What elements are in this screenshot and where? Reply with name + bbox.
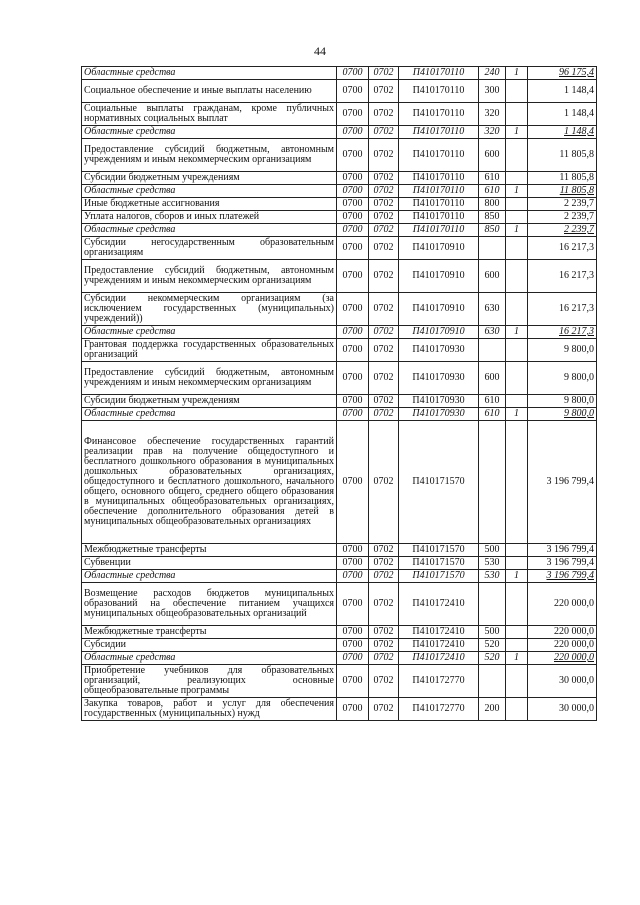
section-code-cell: 0700 — [337, 421, 369, 544]
section-code-cell: 0700 — [337, 665, 369, 698]
table-row — [82, 570, 597, 583]
table-row — [82, 362, 597, 395]
funding-source-cell — [506, 211, 528, 224]
table-row — [82, 260, 597, 293]
subsection-code-cell: 0702 — [369, 698, 399, 721]
target-article-cell: П410170930 — [399, 395, 479, 408]
table-row — [82, 139, 597, 172]
row-name-cell: Областные средства — [82, 185, 337, 198]
funding-source-cell — [506, 339, 528, 362]
section-code-cell: 0700 — [337, 557, 369, 570]
table-row — [82, 185, 597, 198]
row-name-cell: Областные средства — [82, 224, 337, 237]
table-row — [82, 80, 597, 103]
amount-cell: 11 805,8 — [528, 172, 597, 185]
expense-type-cell: 610 — [479, 172, 506, 185]
funding-source-cell — [506, 421, 528, 544]
table-row — [82, 211, 597, 224]
subsection-code-cell: 0702 — [369, 665, 399, 698]
subsection-code-cell: 0702 — [369, 103, 399, 126]
section-code-cell: 0700 — [337, 237, 369, 260]
target-article-cell: П410170110 — [399, 211, 479, 224]
section-code-cell: 0700 — [337, 626, 369, 639]
amount-cell: 2 239,7 — [528, 198, 597, 211]
funding-source-cell: 1 — [506, 326, 528, 339]
funding-source-cell: 1 — [506, 185, 528, 198]
funding-source-cell — [506, 198, 528, 211]
amount-cell: 3 196 799,4 — [528, 421, 597, 544]
section-code-cell: 0700 — [337, 172, 369, 185]
subsection-code-cell: 0702 — [369, 198, 399, 211]
table-row — [82, 639, 597, 652]
amount-cell: 220 000,0 — [528, 639, 597, 652]
table-row — [82, 198, 597, 211]
expense-type-cell: 530 — [479, 570, 506, 583]
amount-cell: 30 000,0 — [528, 698, 597, 721]
row-name-cell: Приобретение учебников для образовательных организаций, реализующих основные общеобразовательные программы — [82, 665, 337, 698]
subsection-code-cell: 0702 — [369, 126, 399, 139]
table-row — [82, 698, 597, 721]
table-row — [82, 626, 597, 639]
section-code-cell: 0700 — [337, 80, 369, 103]
funding-source-cell: 1 — [506, 67, 528, 80]
expense-type-cell: 320 — [479, 126, 506, 139]
target-article-cell: П410171570 — [399, 557, 479, 570]
expense-type-cell: 200 — [479, 698, 506, 721]
expense-type-cell: 610 — [479, 185, 506, 198]
subsection-code-cell: 0702 — [369, 362, 399, 395]
target-article-cell: П410170110 — [399, 103, 479, 126]
subsection-code-cell: 0702 — [369, 293, 399, 326]
amount-cell: 1 148,4 — [528, 126, 597, 139]
target-article-cell: П410170910 — [399, 326, 479, 339]
table-row — [82, 172, 597, 185]
section-code-cell: 0700 — [337, 293, 369, 326]
subsection-code-cell: 0702 — [369, 544, 399, 557]
amount-cell: 1 148,4 — [528, 80, 597, 103]
amount-cell: 9 800,0 — [528, 408, 597, 421]
page-number: 44 — [314, 44, 326, 58]
row-name-cell: Областные средства — [82, 67, 337, 80]
funding-source-cell: 1 — [506, 570, 528, 583]
table-row — [82, 395, 597, 408]
subsection-code-cell: 0702 — [369, 395, 399, 408]
target-article-cell: П410170910 — [399, 293, 479, 326]
section-code-cell: 0700 — [337, 103, 369, 126]
section-code-cell: 0700 — [337, 67, 369, 80]
expense-type-cell — [479, 339, 506, 362]
target-article-cell: П410170930 — [399, 362, 479, 395]
funding-source-cell — [506, 544, 528, 557]
funding-source-cell — [506, 237, 528, 260]
amount-cell: 9 800,0 — [528, 362, 597, 395]
table-body — [82, 67, 597, 721]
row-name-cell: Иные бюджетные ассигнования — [82, 198, 337, 211]
row-name-cell: Областные средства — [82, 326, 337, 339]
target-article-cell: П410170930 — [399, 408, 479, 421]
target-article-cell: П410171570 — [399, 544, 479, 557]
subsection-code-cell: 0702 — [369, 211, 399, 224]
subsection-code-cell: 0702 — [369, 326, 399, 339]
table-row — [82, 583, 597, 626]
expense-type-cell: 240 — [479, 67, 506, 80]
funding-source-cell — [506, 626, 528, 639]
expense-type-cell: 600 — [479, 139, 506, 172]
funding-source-cell — [506, 639, 528, 652]
row-name-cell: Областные средства — [82, 652, 337, 665]
row-name-cell: Уплата налогов, сборов и иных платежей — [82, 211, 337, 224]
expense-type-cell: 600 — [479, 362, 506, 395]
target-article-cell: П410172770 — [399, 665, 479, 698]
target-article-cell: П410170110 — [399, 224, 479, 237]
amount-cell: 9 800,0 — [528, 395, 597, 408]
expense-type-cell: 610 — [479, 395, 506, 408]
amount-cell: 220 000,0 — [528, 652, 597, 665]
expense-type-cell — [479, 665, 506, 698]
amount-cell: 11 805,8 — [528, 139, 597, 172]
target-article-cell: П410172770 — [399, 698, 479, 721]
expense-type-cell: 500 — [479, 544, 506, 557]
section-code-cell: 0700 — [337, 639, 369, 652]
subsection-code-cell: 0702 — [369, 421, 399, 544]
expense-type-cell — [479, 583, 506, 626]
section-code-cell: 0700 — [337, 126, 369, 139]
row-name-cell: Областные средства — [82, 126, 337, 139]
expense-type-cell: 500 — [479, 626, 506, 639]
target-article-cell: П410172410 — [399, 639, 479, 652]
funding-source-cell — [506, 80, 528, 103]
expense-type-cell: 300 — [479, 80, 506, 103]
section-code-cell: 0700 — [337, 339, 369, 362]
expense-type-cell: 530 — [479, 557, 506, 570]
subsection-code-cell: 0702 — [369, 172, 399, 185]
funding-source-cell — [506, 362, 528, 395]
section-code-cell: 0700 — [337, 544, 369, 557]
row-name-cell: Межбюджетные трансферты — [82, 544, 337, 557]
subsection-code-cell: 0702 — [369, 224, 399, 237]
amount-cell: 9 800,0 — [528, 339, 597, 362]
amount-cell: 1 148,4 — [528, 103, 597, 126]
expense-type-cell — [479, 421, 506, 544]
row-name-cell: Межбюджетные трансферты — [82, 626, 337, 639]
amount-cell: 16 217,3 — [528, 260, 597, 293]
section-code-cell: 0700 — [337, 583, 369, 626]
table-row — [82, 408, 597, 421]
amount-cell: 30 000,0 — [528, 665, 597, 698]
amount-cell: 2 239,7 — [528, 211, 597, 224]
row-name-cell: Областные средства — [82, 408, 337, 421]
amount-cell: 3 196 799,4 — [528, 544, 597, 557]
subsection-code-cell: 0702 — [369, 652, 399, 665]
row-name-cell: Возмещение расходов бюджетов муниципальных образований на обеспечение питанием учащихся муниципальных общеобразовательных организаций — [82, 583, 337, 626]
section-code-cell: 0700 — [337, 185, 369, 198]
expense-type-cell — [479, 237, 506, 260]
row-name-cell: Предоставление субсидий бюджетным, автономным учреждениям и иным некоммерческим организациям — [82, 260, 337, 293]
table-row — [82, 126, 597, 139]
amount-cell: 16 217,3 — [528, 326, 597, 339]
subsection-code-cell: 0702 — [369, 139, 399, 172]
subsection-code-cell: 0702 — [369, 260, 399, 293]
amount-cell: 16 217,3 — [528, 237, 597, 260]
funding-source-cell — [506, 139, 528, 172]
section-code-cell: 0700 — [337, 652, 369, 665]
target-article-cell: П410170110 — [399, 198, 479, 211]
funding-source-cell — [506, 698, 528, 721]
target-article-cell: П410170930 — [399, 339, 479, 362]
expense-type-cell: 520 — [479, 639, 506, 652]
row-name-cell: Субсидии бюджетным учреждениям — [82, 395, 337, 408]
table-row — [82, 544, 597, 557]
section-code-cell: 0700 — [337, 260, 369, 293]
table-row — [82, 224, 597, 237]
amount-cell: 220 000,0 — [528, 626, 597, 639]
subsection-code-cell: 0702 — [369, 339, 399, 362]
section-code-cell: 0700 — [337, 395, 369, 408]
funding-source-cell: 1 — [506, 126, 528, 139]
target-article-cell: П410170910 — [399, 260, 479, 293]
subsection-code-cell: 0702 — [369, 185, 399, 198]
row-name-cell: Областные средства — [82, 570, 337, 583]
funding-source-cell — [506, 103, 528, 126]
section-code-cell: 0700 — [337, 139, 369, 172]
amount-cell: 96 175,4 — [528, 67, 597, 80]
funding-source-cell: 1 — [506, 408, 528, 421]
section-code-cell: 0700 — [337, 362, 369, 395]
subsection-code-cell: 0702 — [369, 408, 399, 421]
row-name-cell: Финансовое обеспечение государственных гарантий реализации прав на получение общедоступного и бесплатного дошкольного образования в муниципальных дошкольных образовательных организациях, общедоступного и бесплатного дошкольного, начального общего, основного общего, среднего общего образования в муниципальных общеобразовательных организациях, обеспечение дополнительного образования детей в муниципальных общеобразовательных организациях — [82, 421, 337, 544]
amount-cell: 2 239,7 — [528, 224, 597, 237]
table-row — [82, 293, 597, 326]
table-row — [82, 557, 597, 570]
row-name-cell: Закупка товаров, работ и услуг для обеспечения государственных (муниципальных) нужд — [82, 698, 337, 721]
row-name-cell: Социальное обеспечение и иные выплаты населению — [82, 80, 337, 103]
row-name-cell: Социальные выплаты гражданам, кроме публичных нормативных социальных выплат — [82, 103, 337, 126]
row-name-cell: Субсидии — [82, 639, 337, 652]
section-code-cell: 0700 — [337, 198, 369, 211]
subsection-code-cell: 0702 — [369, 639, 399, 652]
row-name-cell: Предоставление субсидий бюджетным, автономным учреждениям и иным некоммерческим организациям — [82, 362, 337, 395]
section-code-cell: 0700 — [337, 211, 369, 224]
subsection-code-cell: 0702 — [369, 583, 399, 626]
table-row — [82, 67, 597, 80]
subsection-code-cell: 0702 — [369, 237, 399, 260]
target-article-cell: П410171570 — [399, 421, 479, 544]
funding-source-cell — [506, 557, 528, 570]
target-article-cell: П410170110 — [399, 67, 479, 80]
row-name-cell: Предоставление субсидий бюджетным, автономным учреждениям и иным некоммерческим организациям — [82, 139, 337, 172]
target-article-cell: П410170110 — [399, 80, 479, 103]
funding-source-cell — [506, 395, 528, 408]
funding-source-cell: 1 — [506, 652, 528, 665]
expense-type-cell: 800 — [479, 198, 506, 211]
target-article-cell: П410170110 — [399, 126, 479, 139]
section-code-cell: 0700 — [337, 408, 369, 421]
target-article-cell: П410170110 — [399, 139, 479, 172]
row-name-cell: Субвенции — [82, 557, 337, 570]
target-article-cell: П410170910 — [399, 237, 479, 260]
row-name-cell: Субсидии негосударственным образовательным организациям — [82, 237, 337, 260]
budget-table — [81, 66, 597, 721]
target-article-cell: П410172410 — [399, 626, 479, 639]
amount-cell: 220 000,0 — [528, 583, 597, 626]
subsection-code-cell: 0702 — [369, 557, 399, 570]
expense-type-cell: 520 — [479, 652, 506, 665]
subsection-code-cell: 0702 — [369, 67, 399, 80]
table-row — [82, 103, 597, 126]
expense-type-cell: 320 — [479, 103, 506, 126]
amount-cell: 3 196 799,4 — [528, 557, 597, 570]
section-code-cell: 0700 — [337, 570, 369, 583]
amount-cell: 16 217,3 — [528, 293, 597, 326]
subsection-code-cell: 0702 — [369, 80, 399, 103]
subsection-code-cell: 0702 — [369, 626, 399, 639]
table-row — [82, 421, 597, 544]
table-row — [82, 339, 597, 362]
subsection-code-cell: 0702 — [369, 570, 399, 583]
amount-cell: 11 805,8 — [528, 185, 597, 198]
funding-source-cell — [506, 293, 528, 326]
section-code-cell: 0700 — [337, 224, 369, 237]
target-article-cell: П410170110 — [399, 185, 479, 198]
section-code-cell: 0700 — [337, 698, 369, 721]
expense-type-cell: 850 — [479, 211, 506, 224]
target-article-cell: П410172410 — [399, 583, 479, 626]
row-name-cell: Субсидии некоммерческим организациям (за исключением государственных (муниципальных) учреждений)) — [82, 293, 337, 326]
table-row — [82, 237, 597, 260]
funding-source-cell — [506, 172, 528, 185]
table-row — [82, 652, 597, 665]
expense-type-cell: 600 — [479, 260, 506, 293]
funding-source-cell — [506, 665, 528, 698]
target-article-cell: П410171570 — [399, 570, 479, 583]
target-article-cell: П410172410 — [399, 652, 479, 665]
row-name-cell: Субсидии бюджетным учреждениям — [82, 172, 337, 185]
expense-type-cell: 630 — [479, 326, 506, 339]
funding-source-cell — [506, 583, 528, 626]
funding-source-cell: 1 — [506, 224, 528, 237]
table-row — [82, 326, 597, 339]
expense-type-cell: 630 — [479, 293, 506, 326]
amount-cell: 3 196 799,4 — [528, 570, 597, 583]
table-row — [82, 665, 597, 698]
target-article-cell: П410170110 — [399, 172, 479, 185]
expense-type-cell: 850 — [479, 224, 506, 237]
funding-source-cell — [506, 260, 528, 293]
section-code-cell: 0700 — [337, 326, 369, 339]
expense-type-cell: 610 — [479, 408, 506, 421]
row-name-cell: Грантовая поддержка государственных образовательных организаций — [82, 339, 337, 362]
